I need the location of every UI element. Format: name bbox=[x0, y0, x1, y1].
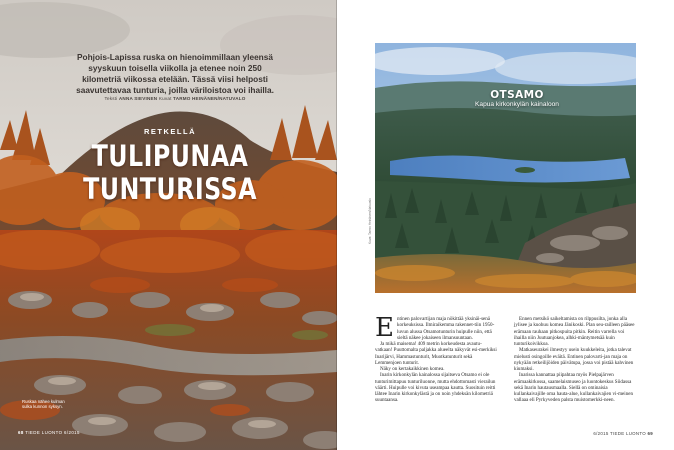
otsamo-landscape-photo bbox=[375, 43, 636, 293]
folio-left bbox=[18, 430, 80, 435]
photo-caption: Ruskaa nähee kulman sulka kunnon syksyn. bbox=[22, 399, 65, 410]
body-column-1 bbox=[375, 313, 497, 404]
drop-cap: E bbox=[375, 313, 394, 343]
body-paragraph: Matkaseurakei ilmestyy usein kuukkeleita, jotka talevat mielusti osingoille eväitä. Entinen palovarti-jan maja on nykyään retkeilijöiden päivätupa, jossa voi pistää kahvinen kiumaksi. bbox=[514, 347, 634, 372]
credits-photo-label: Kuvat bbox=[158, 96, 172, 101]
place-name: OTSAMO bbox=[490, 89, 544, 101]
body-paragraph: Ennen metsikö saikeltamista on rilppusilta, jonka alla jylisee ja kuohuu komea Jänikoski. Plan seu-railleen pääsee erämaan rauhaan pitkospuita pitkin. Reitin varrella voi ihailla niin Juutuanjokea, alhki-mäntymetsää kuin tunturikoivikkoa. bbox=[514, 316, 635, 347]
folio-right bbox=[593, 431, 653, 436]
right-page bbox=[337, 0, 674, 450]
section-kicker: RETKELLÄ bbox=[144, 127, 196, 136]
body-column-2 bbox=[514, 316, 636, 404]
title-line-2: TUNTURISSA bbox=[83, 172, 257, 206]
body-columns bbox=[375, 313, 636, 426]
credits-photo-name: TARMO HEINÄNEN/NATUVALO bbox=[173, 96, 246, 101]
photo-credit: Kuva: Tarmo Heinänen/Natuvalo bbox=[368, 198, 372, 244]
page-number: 69 bbox=[647, 431, 653, 436]
credits bbox=[60, 96, 290, 101]
page-number: 68 bbox=[18, 430, 24, 435]
magazine-name: TIEDE LUONTO bbox=[25, 430, 63, 435]
credits-text-label: Teksti bbox=[104, 96, 118, 101]
body-paragraph: Inarin kirkonkylän kainalossa sijaitseva Otsamo ei ole tunturimittapuu tunturiluonne, mutta ehdottomasti vierailun väärti. Huipulle voi kivuta useampaa kautta. Suosituin reitti lähtee Inarin kirkonkylästä ja on noin yhdeksän kilometriä suuntaansa. bbox=[375, 372, 496, 404]
intro-text: Pohjois-Lapissa ruska on hienoimmillaan yleensä syyskuun toisella viikolla ja etenee noin 250 kilometriä viikossa etelään. Tässä viisi helposti saavutettavaa tunturia, joilla väriloistoa voi ihailla. bbox=[76, 52, 274, 95]
body-paragraph: ntinen palovartijan maja nökittää yksinäi-senä korkeuksissa. Ilmiraikemma rakennet-tiin 1950-luvun alussa Otsamotunturin huipulle niin, että sieltä näkee jokaiseen ilmansuuntaan. bbox=[396, 316, 495, 341]
body-paragraph: Ja mikä maisema! 409 metrin korkeudesta avautu-vatkaan! Puuttomalta paljakka alueelta näkyvät esi-merkiksi Inarijärvi, Hammastunturit, Muotkatunturit sekä Lemmenjoen tunturit. bbox=[375, 341, 497, 366]
place-subtitle: Kapua kirkonkylän kainaloon bbox=[475, 101, 559, 108]
credits-text-name: ANNA SIEVINEN bbox=[118, 96, 158, 101]
magazine-name: TIEDE LUONTO bbox=[610, 431, 646, 436]
body-paragraph: Näky on kertakaikkinen komea. bbox=[380, 366, 445, 372]
issue-number: 6/2015 bbox=[593, 431, 609, 436]
body-paragraph: Inarissa kannattaa piipahtaa myös Pielpajärven erämaakirkossa, saamelaismuseo ja luontokeskus Siidassa sekä Inarin hautausmaalla. Siellä on ominaisia kullankaivajille oma hauta-alue, kullankaivajien vi-meinen vallaaa eli Pyrkyveden palsta muistomerkki-neen. bbox=[514, 372, 633, 404]
title-line-1: TULIPUNAA bbox=[91, 139, 249, 173]
article-title bbox=[80, 140, 260, 206]
issue-number: 6/2015 bbox=[64, 430, 80, 435]
